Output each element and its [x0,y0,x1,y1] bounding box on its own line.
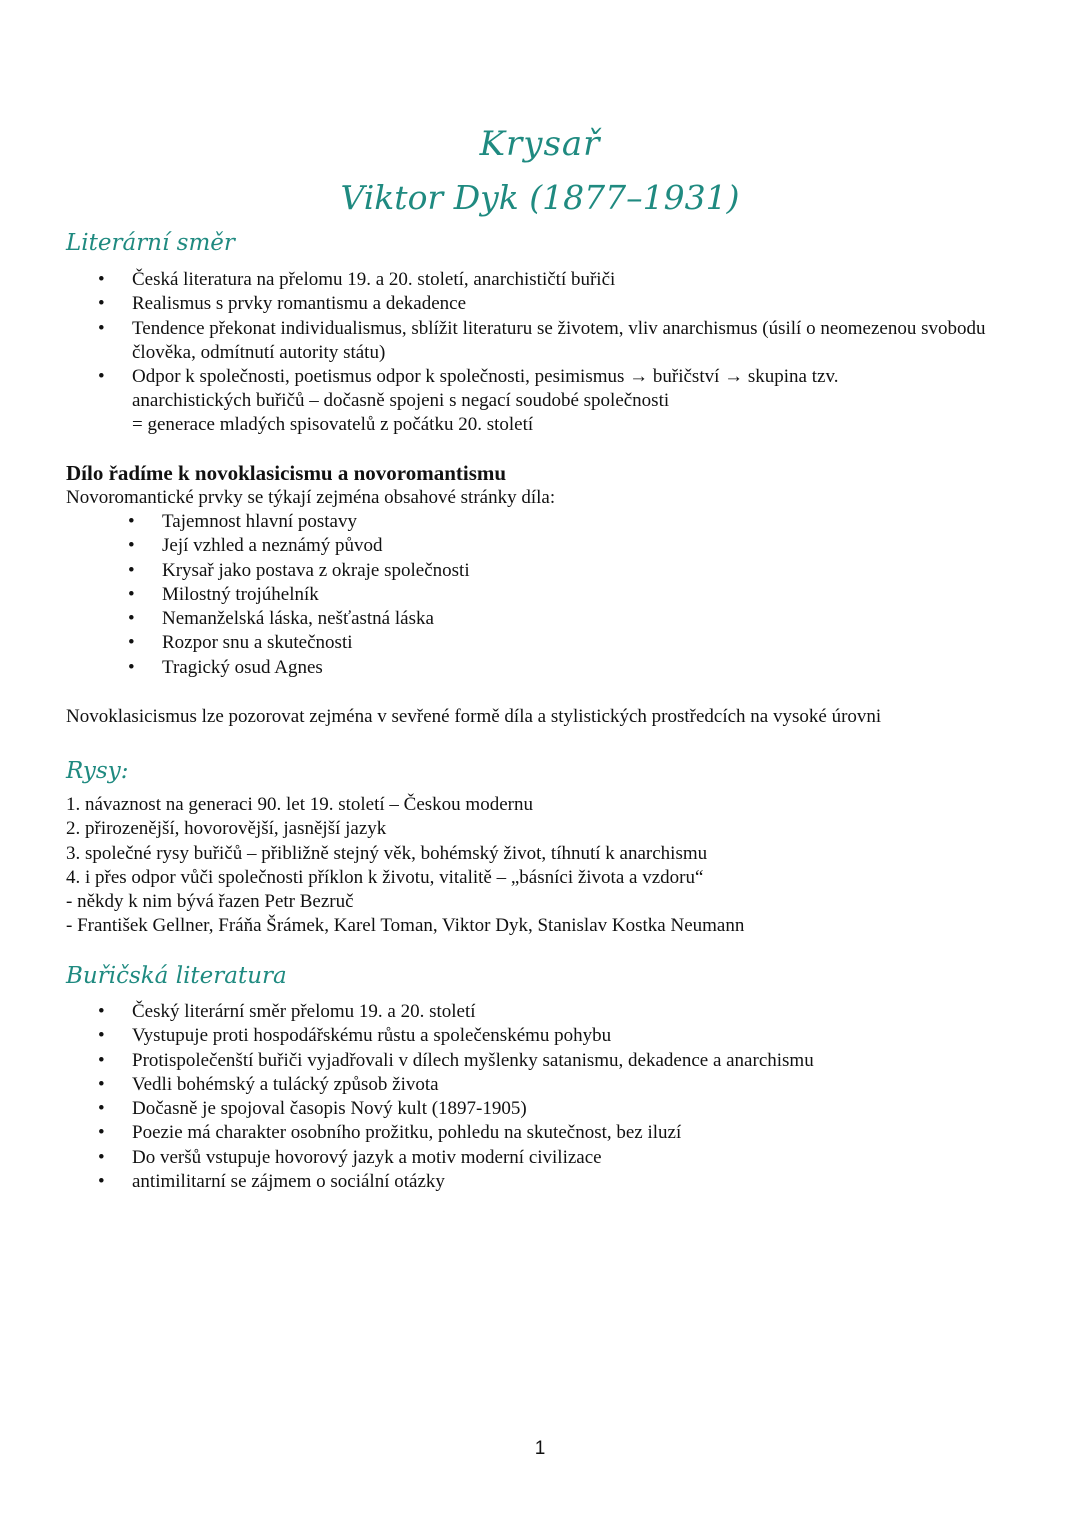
dilo-heading: Dílo řadíme k novoklasicismu a novoromantismu [66,461,507,485]
rysy-line: - František Gellner, Fráňa Šrámek, Karel Toman, Viktor Dyk, Stanislav Kostka Neumann [66,915,745,937]
list-item: • Krysař jako postava z okraje společnosti [128,559,828,583]
section-heading-buricska-literatura: Buřičská literatura [66,963,287,989]
list-item: • Český literární směr přelomu 19. a 20. století [98,1000,1018,1024]
list-item: • Realismus s prvky romantismu a dekadence [98,292,1018,316]
buricska-list [98,1000,1018,1194]
document-subtitle: Viktor Dyk (1877–1931) [340,178,740,217]
list-item: • Do veršů vstupuje hovorový jazyk a motiv moderní civilizace [98,1146,1018,1170]
page-number: 1 [534,1438,546,1459]
list-item: • Tragický osud Agnes [128,656,828,680]
rysy-line: - někdy k nim bývá řazen Petr Bezruč [66,891,354,913]
literarni-smer-list [98,268,1018,414]
document-title: Krysař [479,124,601,164]
list-item: • Poezie má charakter osobního prožitku, pohledu na skutečnost, bez iluzí [98,1121,1018,1145]
list-item: • Tendence překonat individualismus, sblížit literaturu se životem, vliv anarchismus (úsilí o neomezenou svobodu člověka, odmítnutí autority státu) [98,317,1018,366]
section-heading-literarni-smer: Literární směr [66,230,235,256]
list-item: • Rozpor snu a skutečnosti [128,631,828,655]
rysy-line: 2. přirozenější, hovorovější, jasnější jazyk [66,818,387,840]
rysy-line: 3. společné rysy buřičů – přibližně stejný věk, bohémský život, tíhnutí k anarchismu [66,842,708,864]
list-item: • Tajemnost hlavní postavy [128,510,828,534]
list-item: • Její vzhled a neznámý původ [128,534,828,558]
section-heading-rysy: Rysy: [66,758,129,784]
list-item: • Vedli bohémský a tulácký způsob života [98,1073,1018,1097]
rysy-list [66,793,1026,939]
list-item: • Dočasně je spojoval časopis Nový kult (1897-1905) [98,1097,1018,1121]
dilo-intro: Novoromantické prvky se týkají zejména obsahové stránky díla: [66,487,556,508]
list-item: • Protispolečenští buřiči vyjadřovali v dílech myšlenky satanismu, dekadence a anarchismu [98,1049,1018,1073]
novoromanticke-prvky-list [128,510,828,680]
list-item: • Milostný trojúhelník [128,583,828,607]
list-item: • Česká literatura na přelomu 19. a 20. století, anarchističtí buřiči [98,268,1018,292]
novoklasicismus-paragraph: Novoklasicismus lze pozorovat zejména v sevřené formě díla a stylistických prostředcích na vysoké úrovni [66,706,882,727]
list-item: • Nemanželská láska, nešťastná láska [128,607,828,631]
list-item: • antimilitarní se zájmem o sociální otázky [98,1170,1018,1194]
rysy-line: 4. i přes odpor vůči společnosti příklon k životu, vitalitě – „básníci života a vzdoru“ [66,866,704,888]
list-item: • Odpor k společnosti, poetismus odpor k společnosti, pesimismus → buřičství → skupina tzv. anarchistických buřičů – dočasně spojeni s negací soudobé společnosti [98,365,1018,414]
literarni-smer-continuation: = generace mladých spisovatelů z počátku 20. století [132,414,534,435]
list-item: • Vystupuje proti hospodářskému růstu a společenskému pohybu [98,1024,1018,1048]
rysy-line: 1. návaznost na generaci 90. let 19. století – Českou modernu [66,794,533,815]
